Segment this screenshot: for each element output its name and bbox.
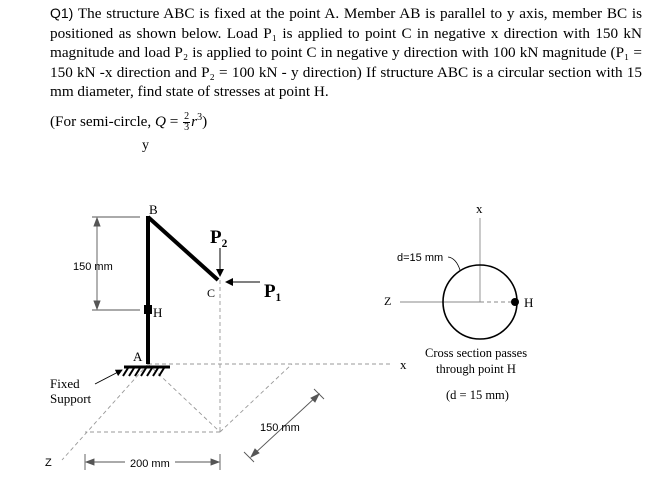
section-point-h — [511, 298, 519, 306]
load-p1-label: P₁ — [264, 281, 282, 302]
depth-dimension-label: 150 mm — [260, 422, 300, 434]
height-dimension-label: 150 mm — [73, 261, 113, 273]
fixed-support — [123, 367, 170, 376]
member-bc — [148, 217, 218, 280]
q-symbol: Q — [155, 113, 166, 131]
cross-section — [384, 201, 533, 402]
equals-sign: = — [165, 113, 183, 131]
section-axis-left: Z — [384, 294, 392, 308]
fraction-numerator: 2 — [184, 111, 190, 123]
axis-y-label: y — [142, 138, 149, 153]
section-caption-1: Cross section passes — [425, 346, 528, 360]
fraction-denominator: 3 — [184, 122, 190, 134]
load-p2-label: P₂ — [210, 227, 228, 248]
problem-text: The structure ABC is fixed at the point A. Member AB is parallel to y axis, member BC is positioned as shown below. Load P₁ is applied to point C in negative x direction with 150 kN magnitude and load P₂ is applied to point C in negative y direction with 100 kN magnitude (P₁ = 150 kN -x direction and P₂ = 100 kN - y direction) If structure ABC is a circular section with 15 mm diameter, find state of stresses at point H. — [50, 5, 642, 101]
diameter-leader — [448, 257, 460, 270]
section-point-h-label: H — [524, 295, 534, 310]
diameter-label: d=15 mm — [397, 252, 444, 264]
section-axis-bottom-left: x — [400, 357, 407, 372]
r-symbol: r — [191, 113, 198, 131]
dashed-projection-lines — [62, 280, 390, 460]
section-caption-2: through point H — [436, 362, 516, 376]
axis-z-label: Z — [45, 457, 52, 469]
point-b-label: B — [149, 202, 158, 217]
point-h-label: H — [153, 305, 163, 320]
point-c-label: C — [207, 286, 216, 300]
exponent: 3 — [197, 112, 203, 123]
support-label-line2: Support — [50, 391, 92, 406]
section-caption-3: (d = 15 mm) — [446, 388, 509, 402]
hint-suffix: ) — [202, 113, 208, 131]
support-pointer — [95, 370, 122, 384]
point-a-label: A — [133, 349, 143, 364]
width-dimension-label: 200 mm — [130, 458, 170, 470]
support-label-line1: Fixed — [50, 376, 80, 391]
point-h-marker — [144, 305, 152, 314]
section-axis-top: x — [476, 201, 483, 216]
hint-prefix: (For semi-circle, — [50, 113, 156, 131]
question-number: Q1) — [50, 5, 74, 21]
